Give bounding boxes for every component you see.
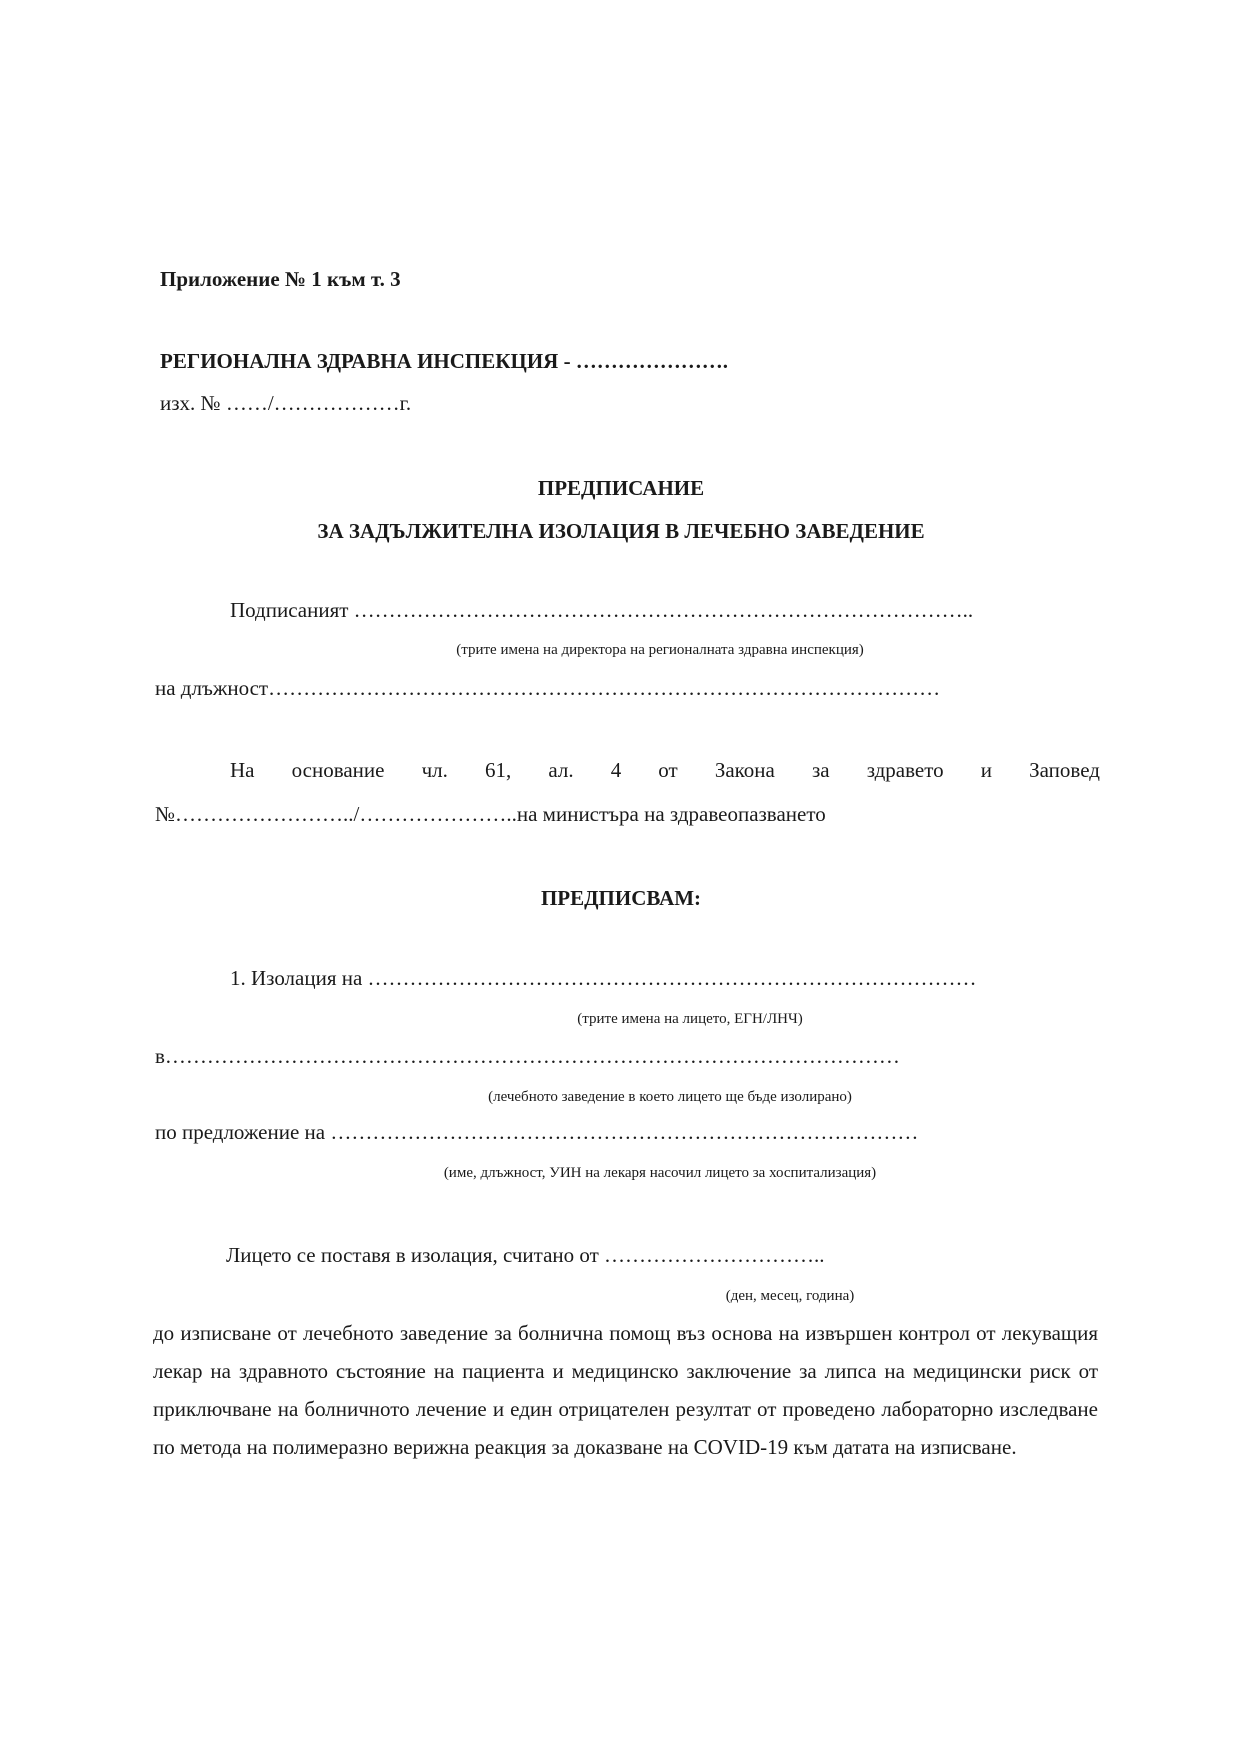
signatory-caption: (трите имена на директора на регионалната здравна инспекция)	[456, 642, 864, 658]
proposal-caption: (име, длъжност, УИН на лекаря насочил лицето за хоспитализация)	[443, 1165, 877, 1181]
basis-line-2: №……………………../…………………..на министъра на здравеопазването	[155, 802, 826, 826]
outgoing-number: изх. № ……/………………г.	[160, 391, 412, 415]
start-date-field: Лицето се поставя в изолация, считано от …………………………..	[226, 1243, 825, 1267]
basis-word: На	[230, 758, 255, 782]
basis-word: Закона	[714, 758, 775, 782]
start-date-caption: (ден, месец, година)	[725, 1288, 855, 1304]
signatory-field: Подписаният ……………………………………………………………………………..	[230, 598, 974, 622]
basis-word: основание	[291, 758, 385, 782]
inspection-heading: РЕГИОНАЛНА ЗДРАВНА ИНСПЕКЦИЯ - ………………….	[160, 349, 729, 373]
isolation-person-field: 1. Изолация на ……………………………………………………………………………	[230, 966, 977, 990]
basis-word: Заповед	[1029, 758, 1100, 782]
facility-field: в……………………………………………………………………………………………	[155, 1044, 900, 1068]
basis-word: от	[658, 758, 678, 782]
basis-word: ал.	[548, 758, 574, 782]
basis-word: 61,	[484, 758, 512, 782]
position-field: на длъжност……………………………………………………………………………………	[155, 676, 941, 700]
basis-line-1	[230, 757, 1100, 783]
annex-label: Приложение № 1 към т. 3	[160, 267, 401, 291]
basis-word: и	[980, 758, 992, 782]
conditions-paragraph: до изписване от лечебното заведение за болнична помощ въз основа на извършен контрол от лекуващия лекар на здравното състояние на пациента и медицинско заключение за липса на медицински риск от приключване на болничното лечение и един отрицателен резултат от проведено лабораторно изследване по метода на полимеразно верижна реакция за доказване на COVID-19 към датата на изписване.	[153, 1321, 1098, 1459]
basis-word: чл.	[421, 758, 448, 782]
basis-word: 4	[610, 758, 622, 782]
isolation-person-caption: (трите имена на лицето, ЕГН/ЛНЧ)	[577, 1011, 803, 1027]
basis-word: за	[811, 758, 830, 782]
document-title: ПРЕДПИСАНИЕ	[537, 476, 705, 500]
document-subtitle: ЗА ЗАДЪЛЖИТЕЛНА ИЗОЛАЦИЯ В ЛЕЧЕБНО ЗАВЕДЕНИЕ	[317, 519, 925, 543]
facility-caption: (лечебното заведение в което лицето ще бъде изолирано)	[488, 1089, 852, 1105]
decree-heading: ПРЕДПИСВАМ:	[540, 886, 702, 910]
basis-word: здравето	[866, 758, 944, 782]
proposal-field: по предложение на …………………………………………………………………………	[155, 1120, 919, 1144]
